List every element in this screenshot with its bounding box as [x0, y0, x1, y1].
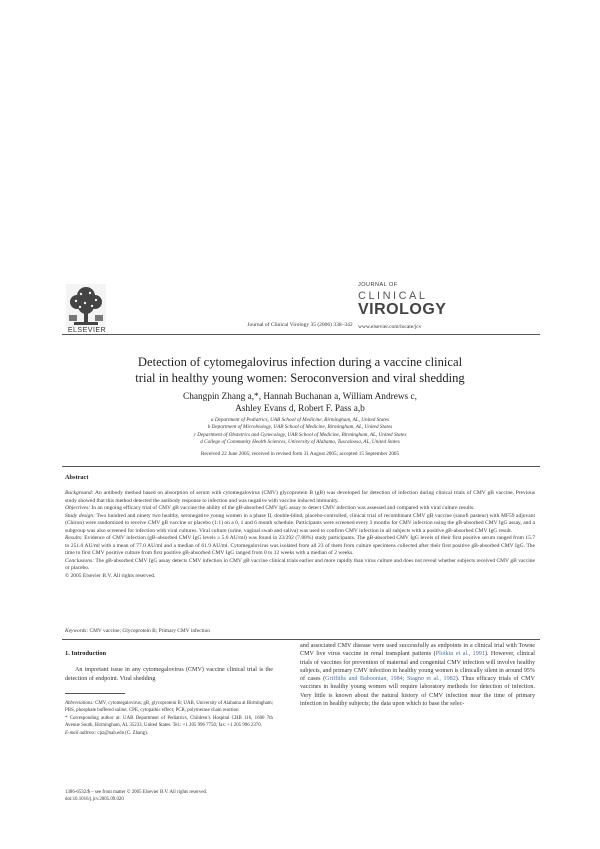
- abstract-divider: [62, 639, 540, 640]
- keywords: [65, 628, 535, 634]
- abbreviations-label: Abbreviations:: [65, 701, 94, 706]
- title-divider: [62, 466, 540, 467]
- author-list: [70, 391, 530, 415]
- authors-line-1: Changpin Zhang a,*, Hannah Buchanan a, William Andrews c,: [183, 392, 417, 402]
- objectives-text: In an ongoing efficacy trial of CMV gB vaccine the ability of the gB-absorbed CMV IgG assay to detect CMV infection was assessed and compared with viral culture results.: [90, 505, 475, 512]
- email-text[interactable]: cpz@uab.edu (C. Zhang).: [96, 730, 148, 736]
- journal-site-url[interactable]: www.elsevier.com/locate/jcv: [358, 324, 422, 330]
- conclusions-text: The gB-absorbed CMV IgG assay detects CMV infection in CMV gB vaccine clinical trials earlier and more rapidly than virus culture and does not reveal whether subjects received CMV gB vaccine or placebo.: [65, 557, 535, 572]
- publisher-name: ELSEVIER: [67, 327, 107, 334]
- abstract-study-design: [65, 513, 535, 536]
- affiliation-list: [70, 417, 530, 447]
- design-label: Study design:: [65, 512, 96, 519]
- introduction-right-text: [300, 642, 535, 708]
- paper-title: [70, 354, 530, 386]
- intro-right-part1: and associated CMV disease were used successfully as endpoints in a clinical trial with Towne CMV live virus vaccine in renal transplant patients (: [300, 643, 535, 658]
- abstract-conclusions: [65, 558, 535, 573]
- journal-logo-line3: VIROLOGY: [358, 301, 447, 318]
- title-line-1: Detection of cytomegalovirus infection during a vaccine clinical: [137, 355, 463, 369]
- background-text: An antibody method based on absorption of serum with cytomegalovirus (CMV) glycoprotein B (gB) was developed for detection of infection during clinical trials of CMV gB vaccine. Previous study showed that this method detected the antibody response to infection and was negative with vaccine induced immunity.: [65, 490, 535, 504]
- doi-line[interactable]: doi:10.1016/j.jcv.2005.09.020: [65, 796, 124, 802]
- background-label: Background:: [65, 490, 94, 496]
- front-matter: [65, 790, 273, 804]
- affiliation-d: d College of Community Health Sciences, University of Alabama, Tuscaloosa, AL, United States: [200, 439, 400, 446]
- footnote-abbreviations: [65, 701, 273, 714]
- results-text: Evidence of CMV infection (gB-absorbed CMV IgG levels ≥ 5.0 AU/ml) was found in 23/292 (7.88%) study participants. The gB-absorbed CMV IgG levels of their first positive serum ranged from 15.7 to 251.0 AU/ml with a mean of 77.0 AU/ml and a median of 61.9 AU/ml. Cytomegalovirus was isolated from all 23 of them from culture specimens collected after their first positive gB-absorbed CMV IgG. The time to first CMV positive culture from first positive gB-absorbed CMV IgG ranged from 0 to 12 weeks with a median of 2 weeks.: [65, 535, 535, 557]
- results-label: Results:: [65, 535, 83, 542]
- affiliation-c: c Department of Obstetrics and Gynecology, UAB School of Medicine, Birmingham, AL, United States: [193, 431, 407, 438]
- abstract-background: [65, 490, 535, 505]
- objectives-label: Objectives:: [65, 505, 91, 512]
- journal-logo: [358, 282, 447, 322]
- journal-logo-line2: CLINICAL: [358, 290, 428, 302]
- journal-logo-line1: JOURNAL OF: [358, 282, 398, 288]
- footnote-divider: [65, 693, 125, 694]
- keywords-text: CMV vaccine; Glycoprotein B; Primary CMV infection: [88, 628, 210, 634]
- footnotes: [65, 701, 273, 739]
- footnote-corresponding: * Corresponding author at: UAB Department of Pediatrics, Children’s Hospital CHB 116, 1600 7th Avenue South, Birmingham, AL 35233, United States. Tel.: +1 205 996 7750; fax: +1 205 996 2370.: [65, 715, 273, 728]
- design-text: Two hundred and ninety two healthy, seronegative young women in a phase II, double-blind, placebo-controlled, clinical trial of recombinant CMV gB vaccine (sanofi pasteur) with MF59 adjuvant (Chiron) were randomized to receive CMV gB vaccine or placebo (1:1) on a 0, 1 and 6 month schedule. Participants were screened every 3 months for CMV infection using the gB-absorbed CMV IgG assay, and a subgroup was also screened for infection with viral cultures. Viral culture (urine, vaginal swab and saliva) was used to confirm CMV infection in all subjects with a positive gB-absorbed CMV IgG result.: [65, 512, 535, 534]
- conclusions-label: Conclusions:: [65, 557, 95, 564]
- abstract-body: [65, 490, 535, 581]
- introduction-heading: 1. Introduction: [65, 650, 107, 657]
- intro-right-part2: ). However, clinical trials of vaccines for prevention of maternal and congenital CMV infection will involve healthy subjects, and primary CMV infection in healthy young women is clinically silent in around 95% of cases (: [300, 651, 535, 683]
- abstract-results: [65, 535, 535, 558]
- footnote-email: [65, 731, 273, 738]
- introduction-left-text: An important issue in any cytomegalovirus (CMV) vaccine clinical trial is the detection of endpoint. Viral shedding: [65, 667, 273, 682]
- email-label: E-mail address:: [65, 730, 97, 736]
- citation-griffiths-stagno[interactable]: Griffiths and Baboonian, 1984; Stagno et al., 1982: [325, 676, 456, 683]
- keywords-label: Keywords:: [65, 628, 89, 634]
- affiliation-a: a Department of Pediatrics, UAB School of Medicine, Birmingham, AL, United States: [210, 417, 390, 423]
- abbreviations-text: CMV, cytomegalovirus; gB, glycoprotein B; UAB, University of Alabama at Birmingham; PBS, phosphate buffered saline; CPE, cytopathic effect; PCR, polymerase chain reaction: [65, 701, 273, 713]
- abstract-objectives: [65, 505, 535, 513]
- masthead-divider: [62, 334, 540, 335]
- title-line-2: trial in healthy young women: Seroconversion and viral shedding: [135, 371, 465, 385]
- authors-line-2: Ashley Evans d, Robert F. Pass a,b: [235, 404, 365, 414]
- abstract-copyright: © 2005 Elsevier B.V. All rights reserved.: [65, 573, 156, 580]
- issn-line: 1386-6532/$ – see front matter © 2005 Elsevier B.V. All rights reserved.: [65, 790, 208, 795]
- affiliation-b: b Department of Microbiology, UAB School of Medicine, Birmingham, AL, United States: [207, 424, 393, 431]
- article-history: Received 22 June 2005; received in revised form 31 August 2005; accepted 15 September 2005: [200, 451, 400, 457]
- intro-right-part3: ). Thus efficacy trials of CMV vaccines in healthy young women will require laboratory methods for detection of infection. Very little is known about the natural history of CMV infection near the time of primary infection in healthy subjects; the data upon which to base the selec-: [300, 676, 535, 708]
- journal-reference: Journal of Clinical Virology 35 (2006) 338–342: [247, 322, 353, 328]
- abstract-heading: Abstract: [65, 474, 89, 481]
- citation-plotkin[interactable]: Plotkin et al., 1991: [435, 651, 485, 658]
